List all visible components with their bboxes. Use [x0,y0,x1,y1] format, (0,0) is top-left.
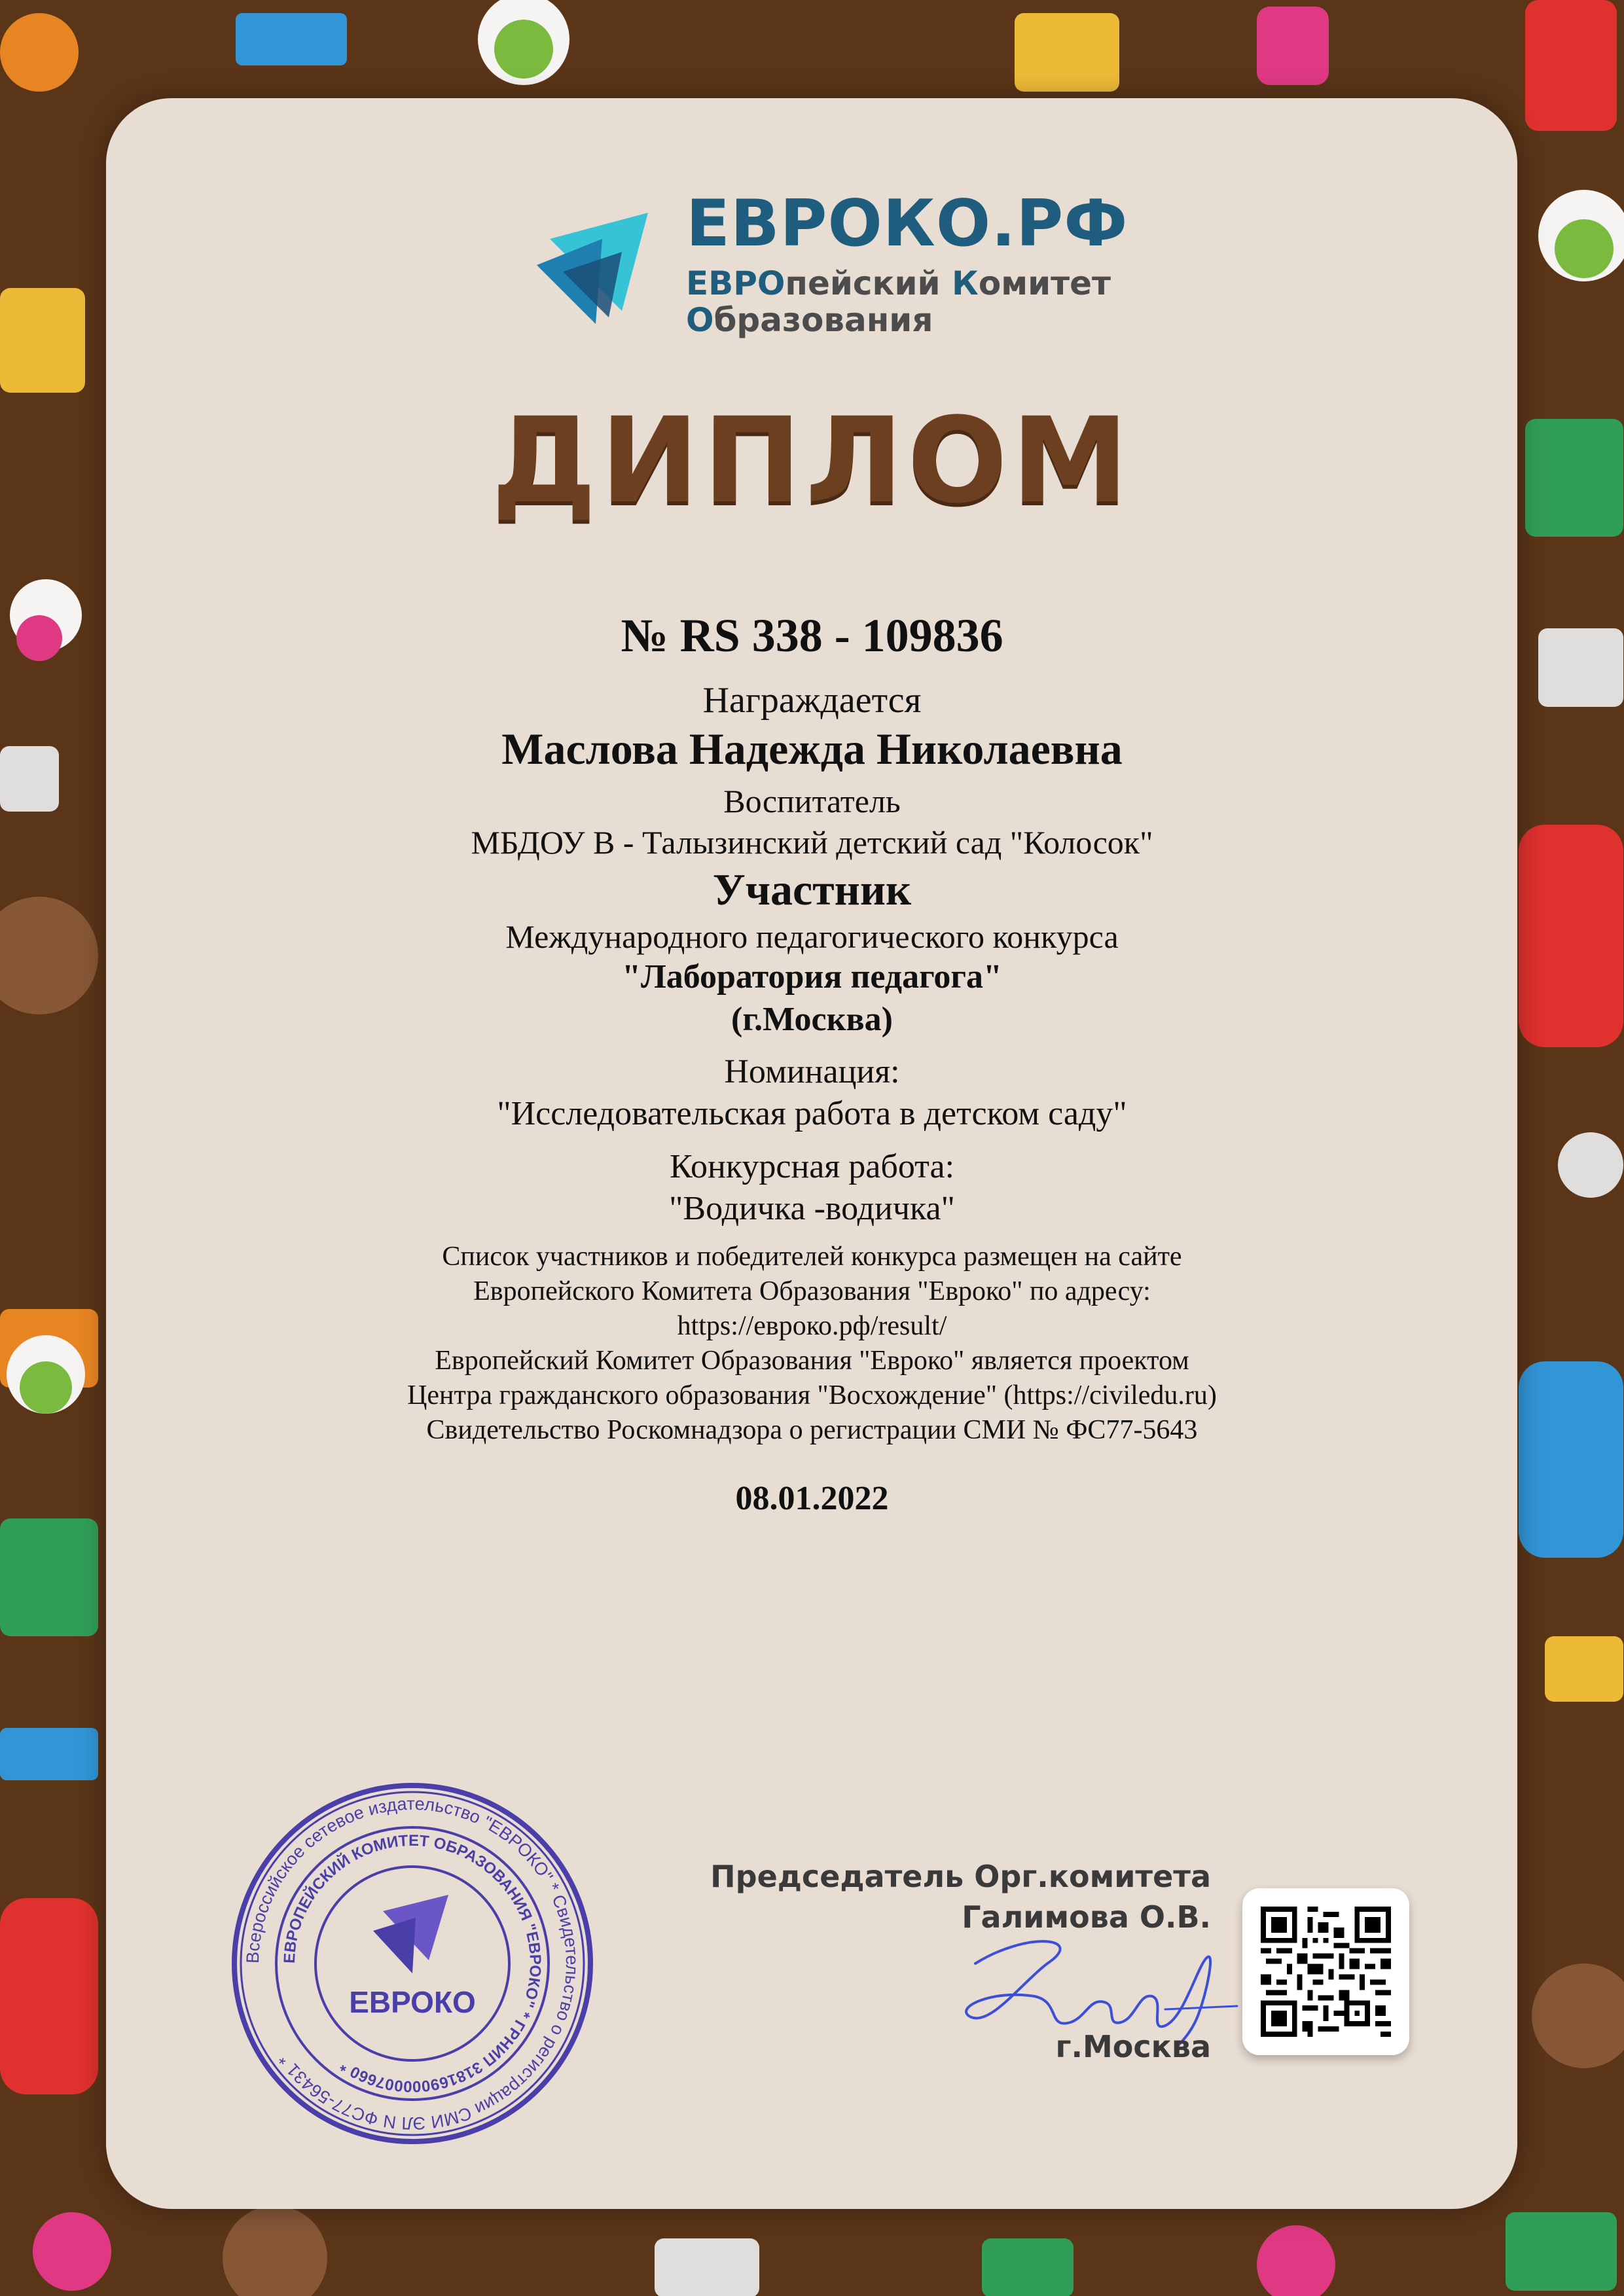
diploma-title: ДИПЛОМ [491,393,1133,529]
recipient-name: Маслова Надежда Николаевна [501,724,1123,774]
evroko-logo [524,187,1128,350]
info-line: Центра гражданского образования "Восхождение" (https://civiledu.ru) [407,1380,1217,1410]
awarded-label: Награждается [702,680,922,721]
signatory-name: Галимова О.В. [962,1899,1211,1935]
info-line: Европейского Комитета Образования "Евроко" по адресу: [473,1276,1151,1306]
logo-triangle-icon [524,193,668,337]
contest-line: Международного педагогического конкурса [505,918,1119,955]
stamp-center-text: ЕВРОКО [349,1985,476,2019]
nomination-value: "Исследовательская работа в детском саду" [497,1095,1127,1132]
contest-name: "Лаборатория педагога" [622,958,1002,996]
stamp-inner-text: ЕВРОПЕЙСКИЙ КОМИТЕТ ОБРАЗОВАНИЯ "ЕВРОКО" * ГРНИП 318169000007660 * [280,1831,545,2096]
info-line: Свидетельство Роскомнадзора о регистрации СМИ № ФС77-5643 [426,1415,1198,1445]
signatory-title: Председатель Орг.комитета [710,1859,1211,1894]
stamp-outer-text: Всероссийское сетевое издательство "ЕВРОКО" * Свидетельство о регистрации СМИ ЭЛ N ФС77-56431 * [242,1793,583,2134]
issue-date: 08.01.2022 [735,1480,889,1517]
logo-name: ЕВРОКО.РФ [686,187,1128,261]
recipient-position: Воспитатель [723,783,901,819]
official-stamp [229,1780,596,2147]
contest-city: (г.Москва) [731,1001,893,1038]
diploma-number: № RS 338 - 109836 [621,609,1003,662]
info-line: Список участников и победителей конкурса размещен на сайте [442,1242,1182,1272]
info-link[interactable]: https://евроко.рф/result/ [677,1311,947,1341]
qr-code-icon [1261,1907,1391,2037]
participant-status: Участник [712,865,912,914]
logo-subtitle: ЕВРОпейский Комитет Образования [686,264,1111,339]
work-title: "Водичка -водичка" [669,1190,955,1227]
nomination-label: Номинация: [724,1053,900,1090]
work-label: Конкурсная работа: [669,1148,955,1185]
signatory-city: г.Москва [1055,2029,1211,2064]
qr-code[interactable] [1242,1888,1409,2055]
recipient-organization: МБДОУ В - Талызинский детский сад "Колосок" [471,824,1153,861]
info-line: Европейский Комитет Образования "Евроко" является проектом [435,1346,1189,1376]
